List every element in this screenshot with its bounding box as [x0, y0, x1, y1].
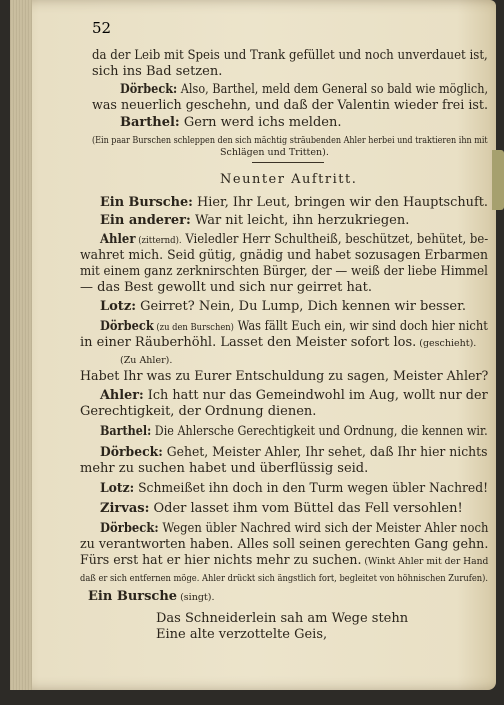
- stage-direction: (geschieht).: [416, 338, 477, 349]
- stage-direction: (zitternd).: [135, 235, 182, 246]
- speaker-name: Ein Bursche: [88, 589, 178, 604]
- text-line: da der Leib mit Speis und Trank gefüllet und noch unverdauet ist,: [92, 48, 488, 63]
- dialogue-text: Ich hatt nur das Gemeindwohl im Aug, wollt nur der: [143, 388, 488, 403]
- dialogue-text: Wegen übler Nachred wird sich der Meister Ahler noch: [158, 521, 489, 536]
- dialogue-text: Gehet, Meister Ahler, Ihr sehet, daß Ihr hier nichts: [162, 445, 488, 460]
- speaker-name: Barthel:: [120, 115, 180, 130]
- dialogue-text: Fürs erst hat er hier nichts mehr zu suchen.: [80, 553, 362, 568]
- dialogue-line: [80, 335, 476, 352]
- text-line: sich ins Bad setzen.: [92, 64, 223, 79]
- speaker-name: Barthel:: [100, 424, 152, 439]
- dialogue-text: Schmeißet ihn doch in den Turm wegen übler Nachred!: [134, 481, 489, 496]
- speaker-name: Ein anderer:: [100, 213, 191, 228]
- dialogue-text: Gern werd ichs melden.: [179, 115, 342, 130]
- stage-direction: (Zu Ahler).: [120, 355, 173, 366]
- dialogue-line: [100, 388, 488, 404]
- dialogue-line: [100, 481, 488, 497]
- text-line: Habet Ihr was zu Eurer Entschuldung zu sagen, Meister Ahler?: [80, 369, 489, 384]
- speaker-name: Ahler: [100, 232, 136, 247]
- dialogue-text: Vieledler Herr Schultheiß, beschützet, behütet, be-: [181, 232, 489, 247]
- dialogue-text: in einer Räuberhöhl. Lasset den Meister sofort los.: [80, 335, 417, 350]
- text-line: zu verantworten haben. Alles soll seinen gerechten Gang gehn.: [80, 537, 489, 552]
- stage-direction: (Winkt Ahler mit der Hand: [361, 556, 489, 567]
- text-line: — das Best gewollt und sich nur geirret hat.: [80, 280, 372, 295]
- speaker-name: Zirvas:: [100, 501, 150, 516]
- stage-direction: Schlägen und Tritten).: [220, 147, 329, 158]
- dialogue-text: War nit leicht, ihn herzukriegen.: [190, 213, 410, 228]
- page-number: 52: [92, 19, 112, 37]
- text-line: was neuerlich geschehn, und daß der Valentin wieder frei ist.: [92, 98, 489, 113]
- speaker-name: Dörbeck:: [100, 521, 159, 536]
- dialogue-line: [88, 589, 214, 606]
- stage-direction: daß er sich entfernen möge. Ahler drückt sich ängstlich fort, begleitet von höhnischen Zurufen).: [80, 573, 488, 584]
- dialogue-line: [120, 82, 488, 98]
- text-line: mit einem ganz zerknirschten Bürger, der — weiß der liebe Himmel: [80, 264, 488, 279]
- stage-direction: (singt).: [177, 592, 215, 603]
- dialogue-text: Die Ahlersche Gerechtigkeit und Ordnung, die kennen wir.: [151, 424, 488, 439]
- text-line: Gerechtigkeit, der Ordnung dienen.: [80, 404, 317, 419]
- dialogue-line: [100, 424, 488, 440]
- dialogue-line: [100, 319, 488, 336]
- speaker-name: Dörbeck: [100, 319, 154, 334]
- dialogue-text: Was fällt Euch ein, wir sind doch hier nicht: [233, 319, 488, 334]
- dialogue-line: [100, 445, 487, 461]
- dialogue-text: Geirret? Nein, Du Lump, Dich kennen wir besser.: [136, 299, 467, 314]
- dialogue-line: [100, 195, 488, 211]
- dialogue-line: [100, 232, 488, 249]
- speaker-name: Lotz:: [100, 299, 136, 314]
- stage-direction: (zu den Burschen): [153, 322, 234, 333]
- verse-line: Das Schneiderlein sah am Wege stehn: [156, 611, 409, 626]
- verse-line: Eine alte verzottelte Geis,: [156, 627, 328, 642]
- bookmark-tab: [492, 150, 504, 210]
- speaker-name: Ein Bursche:: [100, 195, 193, 210]
- text-line: wahret mich. Seid gütig, gnädig und habet sozusagen Erbarmen: [80, 248, 489, 263]
- stage-direction: (Ein paar Burschen schleppen den sich mächtig sträubenden Ahler herbei und traktieren ihn mit: [92, 135, 488, 146]
- speaker-name: Ahler:: [100, 388, 144, 403]
- scene-heading: Neunter Auftritt.: [220, 172, 358, 187]
- dialogue-line: [100, 521, 488, 537]
- speaker-name: Dörbeck:: [120, 82, 178, 97]
- dialogue-line: [120, 115, 341, 131]
- heading-rule: [252, 162, 324, 163]
- dialogue-text: Also, Barthel, meld dem General so bald wie möglich,: [177, 82, 489, 97]
- dialogue-text: Oder lasset ihm vom Büttel das Fell versohlen!: [149, 501, 463, 516]
- text-line: mehr zu suchen habet und überflüssig seid.: [80, 461, 369, 476]
- speaker-name: Lotz:: [100, 481, 135, 496]
- page-stack-edge: [10, 0, 32, 690]
- speaker-name: Dörbeck:: [100, 445, 163, 460]
- dialogue-line: [80, 553, 488, 570]
- dialogue-line: [100, 213, 409, 229]
- dialogue-line: [100, 501, 463, 517]
- dialogue-text: Hier, Ihr Leut, bringen wir den Hauptschuft.: [192, 195, 488, 210]
- dialogue-line: [100, 299, 466, 315]
